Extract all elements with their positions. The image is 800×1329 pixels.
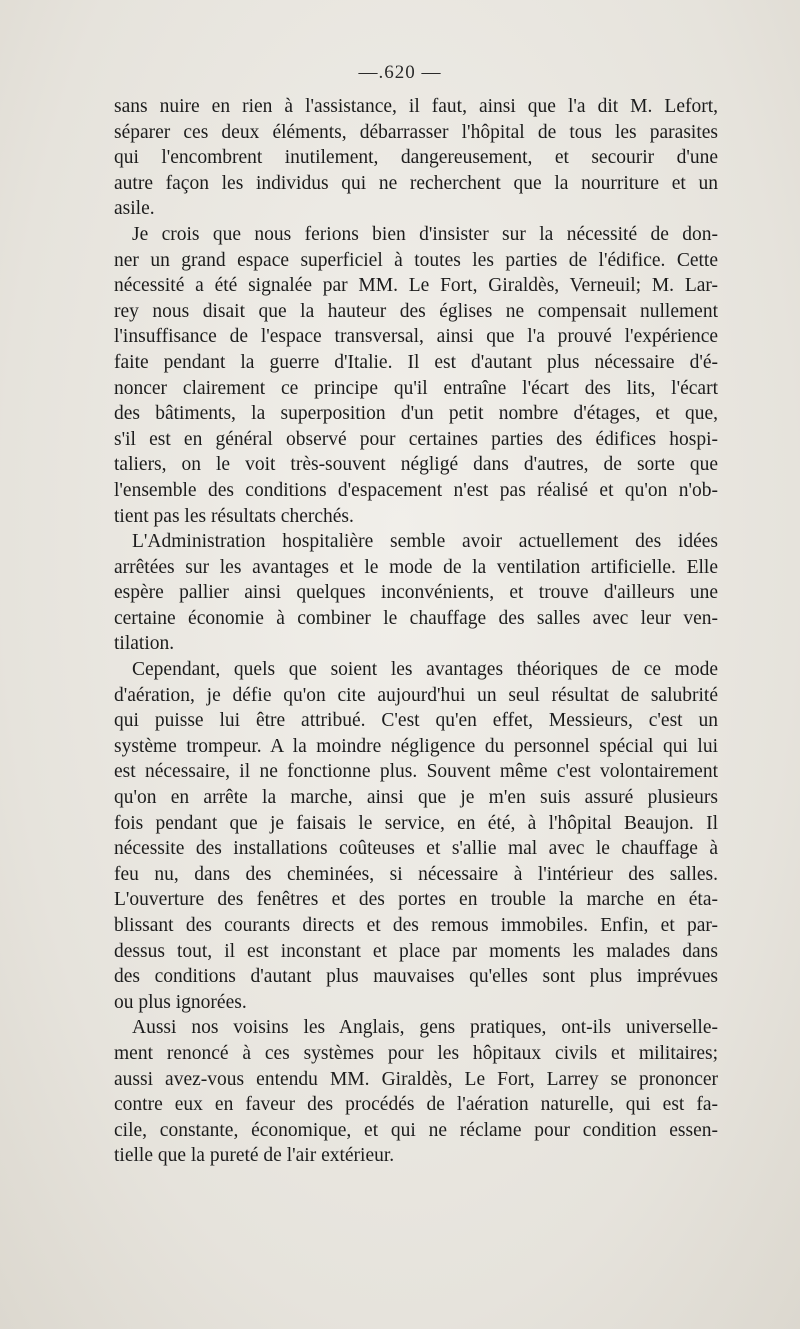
text-line: ment renoncé à ces systèmes pour les hôpitaux civils et militaires;	[114, 1042, 718, 1064]
text-line: sans nuire en rien à l'assistance, il faut, ainsi que l'a dit M. Lefort,	[114, 96, 718, 117]
text-line: L'Administration hospitalière semble avoir actuellement des idées	[132, 531, 718, 553]
text-line: Je crois que nous ferions bien d'insister sur la nécessité de don-	[132, 223, 718, 245]
text-line: Cependant, quels que soient les avantages théoriques de ce mode	[132, 659, 718, 681]
text-line: autre façon les individus qui ne recherchent que la nourriture et un	[114, 172, 718, 194]
text-line: séparer ces deux éléments, débarrasser l'hôpital de tous les parasites	[114, 121, 718, 143]
text-line: arrêtées sur les avantages et le mode de la ventilation artificielle. Elle	[114, 556, 718, 578]
text-line: qu'on en arrête la marche, ainsi que je m'en suis assuré plusieurs	[114, 787, 718, 809]
text-line: espère pallier ainsi quelques inconvénients, et trouve d'ailleurs une	[114, 582, 718, 604]
text-line: L'ouverture des fenêtres et des portes en trouble la marche en éta-	[114, 889, 718, 911]
text-line: ner un grand espace superficiel à toutes les parties de l'édifice. Cette	[114, 249, 718, 271]
text-line: nécessité a été signalée par MM. Le Fort, Giraldès, Verneuil; M. Lar-	[114, 275, 718, 297]
text-line: certaine économie à combiner le chauffage des salles avec leur ven-	[114, 607, 718, 629]
text-line: contre eux en faveur des procédés de l'aération naturelle, qui est fa-	[114, 1094, 718, 1116]
text-line: dessus tout, il est inconstant et place par moments les malades dans	[114, 940, 718, 962]
page-number: —.620 —	[358, 62, 442, 83]
text-line: feu nu, dans des cheminées, si nécessaire à l'intérieur des salles.	[114, 863, 718, 885]
text-line: cile, constante, économique, et qui ne réclame pour condition essen-	[114, 1119, 718, 1141]
body-text	[114, 94, 718, 1169]
text-line: rey nous disait que la hauteur des églises ne compensait nullement	[114, 300, 718, 322]
text-line: des bâtiments, la superposition d'un petit nombre d'étages, et que,	[114, 403, 718, 425]
text-line: nécessite des installations coûteuses et s'allie mal avec le chauffage à	[114, 838, 718, 860]
text-line: système trompeur. A la moindre négligence du personnel spécial qui lui	[114, 735, 718, 757]
text-line: est nécessaire, il ne fonctionne plus. Souvent même c'est volontairement	[114, 761, 718, 783]
text-line: des conditions d'autant plus mauvaises qu'elles sont plus imprévues	[114, 966, 718, 988]
text-line: d'aération, je défie qu'on cite aujourd'hui un seul résultat de salubrité	[114, 684, 718, 706]
text-line: blissant des courants directs et des remous immobiles. Enfin, et par-	[114, 915, 718, 936]
text-line: l'insuffisance de l'espace transversal, ainsi que l'a prouvé l'expérience	[114, 326, 718, 348]
text-line: s'il est en général observé pour certaines parties des édifices hospi-	[114, 428, 718, 450]
text-line: tient pas les résultats cherchés.	[114, 505, 354, 527]
text-line: aussi avez-vous entendu MM. Giraldès, Le Fort, Larrey se prononcer	[114, 1068, 718, 1090]
text-line: ou plus ignorées.	[114, 991, 247, 1013]
text-line: qui l'encombrent inutilement, dangereusement, et secourir d'une	[114, 147, 718, 169]
text-line: noncer clairement ce principe qu'il entraîne l'écart des lits, l'écart	[114, 377, 718, 399]
text-line: tielle que la pureté de l'air extérieur.	[114, 1145, 395, 1167]
text-line: l'ensemble des conditions d'espacement n'est pas réalisé et qu'on n'ob-	[114, 479, 718, 501]
text-line: tilation.	[114, 633, 175, 655]
text-line: taliers, on le voit très-souvent négligé dans d'autres, de sorte que	[114, 454, 718, 476]
text-line: Aussi nos voisins les Anglais, gens pratiques, ont-ils universelle-	[132, 1017, 718, 1039]
text-line: faite pendant la guerre d'Italie. Il est d'autant plus nécessaire d'é-	[114, 351, 718, 373]
text-line: asile.	[114, 198, 155, 220]
text-line: qui puisse lui être attribué. C'est qu'en effet, Messieurs, c'est un	[114, 710, 718, 732]
text-line: fois pendant que je faisais le service, en été, à l'hôpital Beaujon. Il	[114, 812, 718, 834]
